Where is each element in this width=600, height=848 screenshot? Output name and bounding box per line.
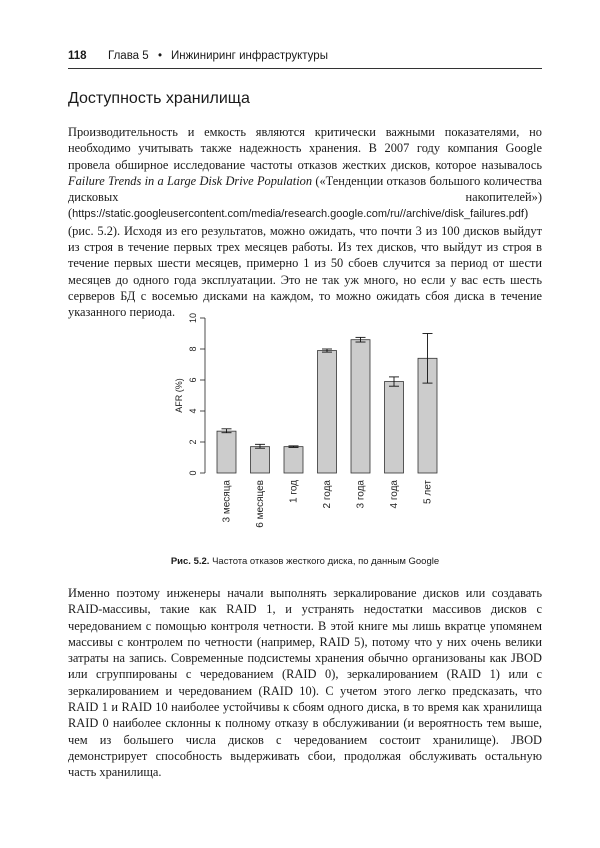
- category-label: 1 год: [288, 480, 300, 503]
- paper-title: Failure Trends in a Large Disk Drive Population: [68, 173, 313, 188]
- paragraph-1-text-a: Производительность и емкость являются критически важными показателями, но необходимо учитывать также надежность хранения. В 2007 году компания Google провела обширное исследование частоты отказов жестких дисков, которое называлось: [68, 125, 542, 172]
- bar: [385, 382, 404, 473]
- category-label: 2 года: [322, 480, 333, 509]
- paragraph-1: [68, 124, 542, 324]
- chapter-title: Инжиниринг инфраструктуры: [171, 50, 328, 62]
- y-tick-label: 8: [188, 346, 198, 352]
- category-label: 3 месяца: [221, 480, 233, 523]
- bar: [284, 447, 303, 473]
- y-tick-label: 6: [188, 377, 198, 383]
- bar: [251, 447, 270, 473]
- figure-caption: [68, 556, 542, 567]
- y-tick-label: 4: [188, 408, 198, 414]
- figure-label: Рис. 5.2.: [170, 556, 210, 567]
- category-label: 6 месяцев: [255, 480, 266, 528]
- category-label: 5 лет: [422, 480, 434, 504]
- y-tick-label: 0: [188, 470, 198, 476]
- chapter-label: Глава 5: [108, 50, 149, 62]
- section-title: Доступность хранилища: [68, 90, 250, 107]
- afr-bar-chart: [150, 305, 450, 545]
- category-label: 3 года: [355, 480, 367, 509]
- y-axis-title: AFR (%): [174, 378, 184, 413]
- figure-caption-text: Частота отказов жесткого диска, по данным Google: [212, 556, 440, 567]
- page-number: 118: [68, 50, 87, 62]
- category-label: 4 года: [389, 480, 400, 509]
- header-separator: •: [158, 50, 163, 62]
- paragraph-2-text: Именно поэтому инженеры начали выполнять зеркалирование дисков или создавать RAID-массивы, такие как RAID 1, и устранять недостатки массивов дисков с чередованием с помощью контроля четности. В этой книге мы лишь вкратце упомянем массивы с контролем по четности (например, RAID 5), потому что у них очень велики затраты на запись. Современные подсистемы хранения обычно организованы как JBOD или сгруппированы с чередованием (RAID 0), зеркалированием (RAID 1) или с зеркалированием и чередованием (RAID 10). С учетом этого легко предсказать, что RAID 1 и RAID 10 наиболее устойчивы к сбоям одного диска, в то время как хранилища RAID 0 наиболее склонны к полному отказу в обслуживании (и вероятность тем выше, чем из большего числа дисков с чередованием состоит хранилище). JBOD демонстрирует способность выдерживать сбои, продолжая обслуживать остальную часть хранилища.: [68, 586, 542, 780]
- running-header: [68, 50, 542, 68]
- bar: [217, 431, 236, 473]
- paragraph-2: [68, 585, 542, 781]
- bar: [351, 340, 370, 473]
- y-tick-label: 10: [188, 312, 198, 324]
- source-url[interactable]: https://static.googleusercontent.com/media/research.google.com/ru//archive/disk_failures.pdf: [72, 208, 524, 221]
- paragraph-1-text-b: («Тенденции отказов большого количества дисковых накопителей») (: [68, 173, 542, 221]
- bar: [318, 351, 337, 473]
- paragraph-1-text-c: ) (рис. 5.2). Исходя из его результатов, можно ожидать, что почти 3 из 100 дисков выйдут из строя в течение первых трех месяцев работы. Из тех дисков, что выйдут из строя в течение первых шести месяцев, примерно 1 из 50 сбоев случится за период от шести месяцев до одного года эксплуатации. Это не так уж много, но если у вас есть шесть серверов БД с восемью дисками на каждом, то можно ожидать сбоя диска в течение указанного периода.: [68, 206, 542, 320]
- y-tick-label: 2: [188, 439, 198, 445]
- header-rule: [68, 68, 542, 69]
